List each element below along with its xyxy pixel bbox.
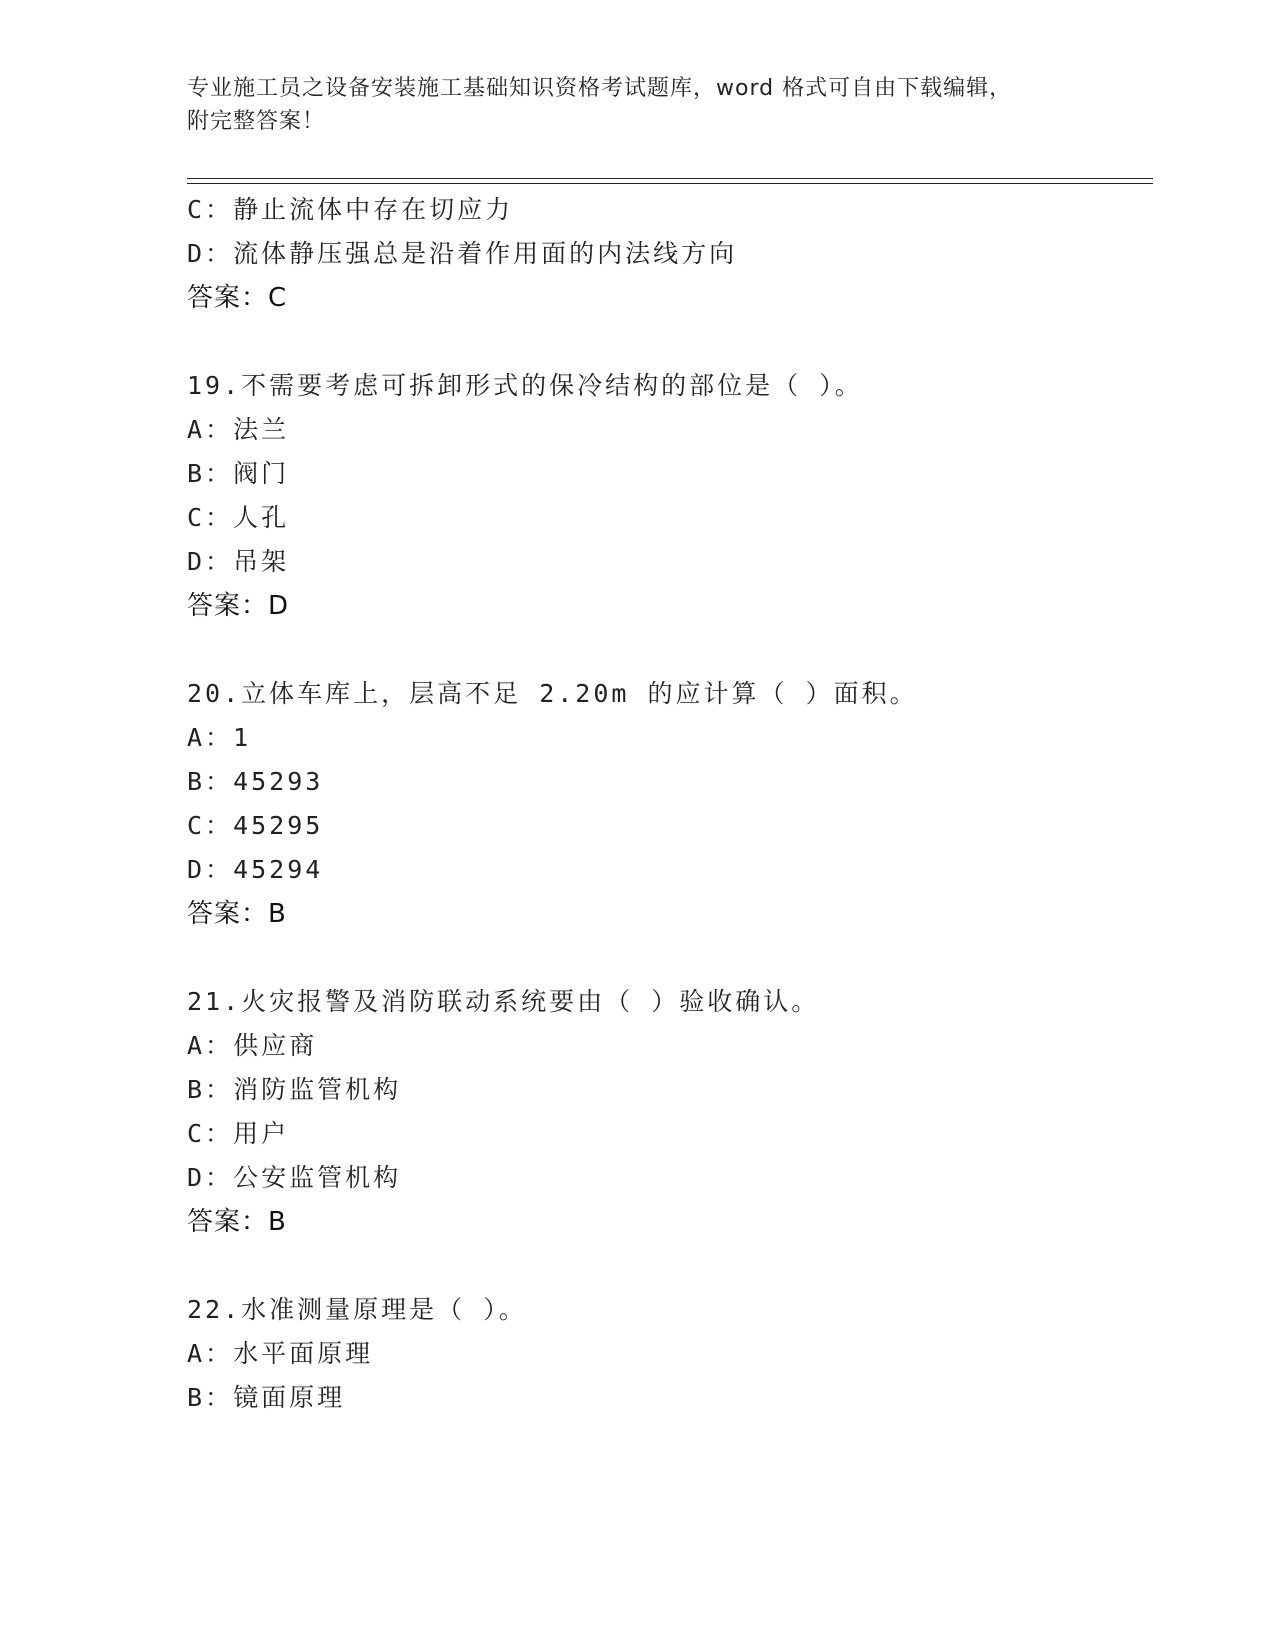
option-label: C：: [187, 811, 234, 840]
document-header: [187, 72, 1087, 138]
option-label: C：: [187, 1119, 234, 1148]
option-text: 阀门: [233, 459, 290, 488]
option-text: 人孔: [233, 503, 290, 532]
option-line: [187, 715, 251, 761]
header-divider-bottom: [187, 183, 1153, 184]
option-label: D：: [187, 239, 234, 268]
header-line-2: 附完整答案！: [187, 109, 326, 134]
answer-line: 答案：C: [187, 283, 288, 313]
header-divider-top: [187, 178, 1153, 179]
option-label: D：: [187, 547, 234, 576]
option-label: A：: [187, 415, 234, 444]
option-line: [187, 803, 323, 849]
option-text: 公安监管机构: [233, 1163, 402, 1192]
option-label: C：: [187, 195, 234, 224]
option-line: [187, 1331, 373, 1377]
option-text: 1: [233, 723, 252, 752]
option-line: [187, 407, 289, 453]
question-stem: 21.火灾报警及消防联动系统要由（ ）验收确认。: [187, 987, 820, 1016]
option-text: 45293: [233, 767, 324, 796]
header-line-1: 专业施工员之设备安装施工基础知识资格考试题库，word 格式可自由下载编辑，: [187, 76, 1013, 101]
option-text: 镜面原理: [233, 1383, 346, 1412]
option-label: A：: [187, 1339, 234, 1368]
option-label: D：: [187, 855, 234, 884]
option-text: 静止流体中存在切应力: [233, 195, 514, 224]
option-label: A：: [187, 1031, 234, 1060]
question-stem: 19.不需要考虑可拆卸形式的保冷结构的部位是（ ）。: [187, 371, 863, 400]
option-label: B：: [187, 767, 234, 796]
answer-line: 答案：D: [187, 591, 290, 621]
option-label: B：: [187, 459, 234, 488]
option-label: B：: [187, 1075, 234, 1104]
option-label: D：: [187, 1163, 234, 1192]
option-label: B：: [187, 1383, 234, 1412]
option-text: 45295: [233, 811, 324, 840]
question-stem: 20.立体车库上，层高不足 2.20m 的应计算（ ）面积。: [187, 679, 918, 708]
question-stem: 22.水准测量原理是（ ）。: [187, 1295, 527, 1324]
option-line: [187, 187, 513, 233]
option-line: [187, 451, 289, 497]
option-text: 用户: [233, 1119, 290, 1148]
option-line: [187, 759, 323, 805]
option-text: 供应商: [233, 1031, 318, 1060]
option-label: A：: [187, 723, 234, 752]
option-line: [187, 1375, 345, 1421]
option-text: 45294: [233, 855, 324, 884]
option-line: [187, 495, 289, 541]
option-line: [187, 1155, 401, 1201]
option-line: [187, 847, 323, 893]
option-text: 流体静压强总是沿着作用面的内法线方向: [233, 239, 738, 268]
option-text: 消防监管机构: [233, 1075, 402, 1104]
option-line: [187, 1023, 317, 1069]
answer-line: 答案：B: [187, 899, 287, 929]
option-text: 吊架: [233, 547, 290, 576]
option-line: [187, 231, 737, 277]
answer-line: 答案：B: [187, 1207, 287, 1237]
option-text: 法兰: [233, 415, 290, 444]
option-line: [187, 1111, 289, 1157]
option-label: C：: [187, 503, 234, 532]
option-line: [187, 1067, 401, 1113]
option-line: [187, 539, 289, 585]
option-text: 水平面原理: [233, 1339, 374, 1368]
